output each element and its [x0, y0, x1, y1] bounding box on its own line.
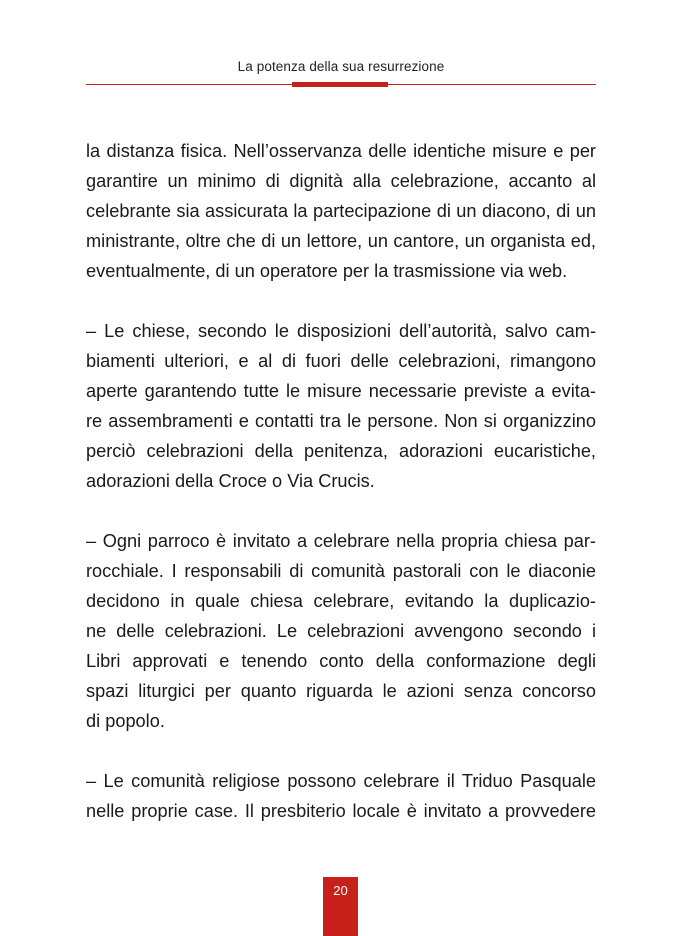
- text-line: biamenti ulteriori, e al di fuori delle celebrazioni, rimangono: [86, 351, 596, 371]
- text-line: – Le chiese, secondo le disposizioni dell’autorità, salvo cam-: [86, 321, 596, 341]
- text-line: – Ogni parroco è invitato a celebrare nella propria chiesa par-: [86, 531, 596, 551]
- text-line: perciò celebrazioni della penitenza, adorazioni eucaristiche,: [86, 441, 596, 461]
- text-line: nelle proprie case. Il presbiterio locale è invitato a provvedere: [86, 801, 596, 821]
- paragraph: [86, 766, 596, 826]
- paragraph: [86, 136, 596, 286]
- paragraph: [86, 316, 596, 496]
- text-line: rocchiale. I responsabili di comunità pastorali con le diaconie: [86, 561, 596, 581]
- running-header: La potenza della sua resurrezione: [237, 59, 445, 74]
- header-rule-accent: [292, 82, 388, 87]
- text-line: ministrante, oltre che di un lettore, un cantore, un organista ed,: [86, 231, 596, 251]
- text-line: ne delle celebrazioni. Le celebrazioni avvengono secondo i: [86, 621, 596, 641]
- text-line: Libri approvati e tenendo conto della conformazione degli: [86, 651, 596, 671]
- text-line: – Le comunità religiose possono celebrare il Triduo Pasquale: [86, 771, 596, 791]
- paragraph: [86, 526, 596, 736]
- text-line: eventualmente, di un operatore per la trasmissione via web.: [86, 261, 568, 281]
- page-number: 20: [323, 877, 358, 936]
- text-line: celebrante sia assicurata la partecipazione di un diacono, di un: [86, 201, 596, 221]
- text-line: adorazioni della Croce o Via Crucis.: [86, 471, 375, 491]
- text-line: la distanza fisica. Nell’osservanza delle identiche misure e per: [86, 141, 596, 161]
- text-line: aperte garantendo tutte le misure necessarie previste a evita-: [86, 381, 596, 401]
- text-line: decidono in quale chiesa celebrare, evitando la duplicazio-: [86, 591, 596, 611]
- text-line: re assembramenti e contatti tra le persone. Non si organizzino: [86, 411, 596, 431]
- text-line: di popolo.: [86, 711, 165, 731]
- body-text: [86, 136, 596, 856]
- text-line: spazi liturgici per quanto riguarda le azioni senza concorso: [86, 681, 596, 701]
- text-line: garantire un minimo di dignità alla celebrazione, accanto al: [86, 171, 596, 191]
